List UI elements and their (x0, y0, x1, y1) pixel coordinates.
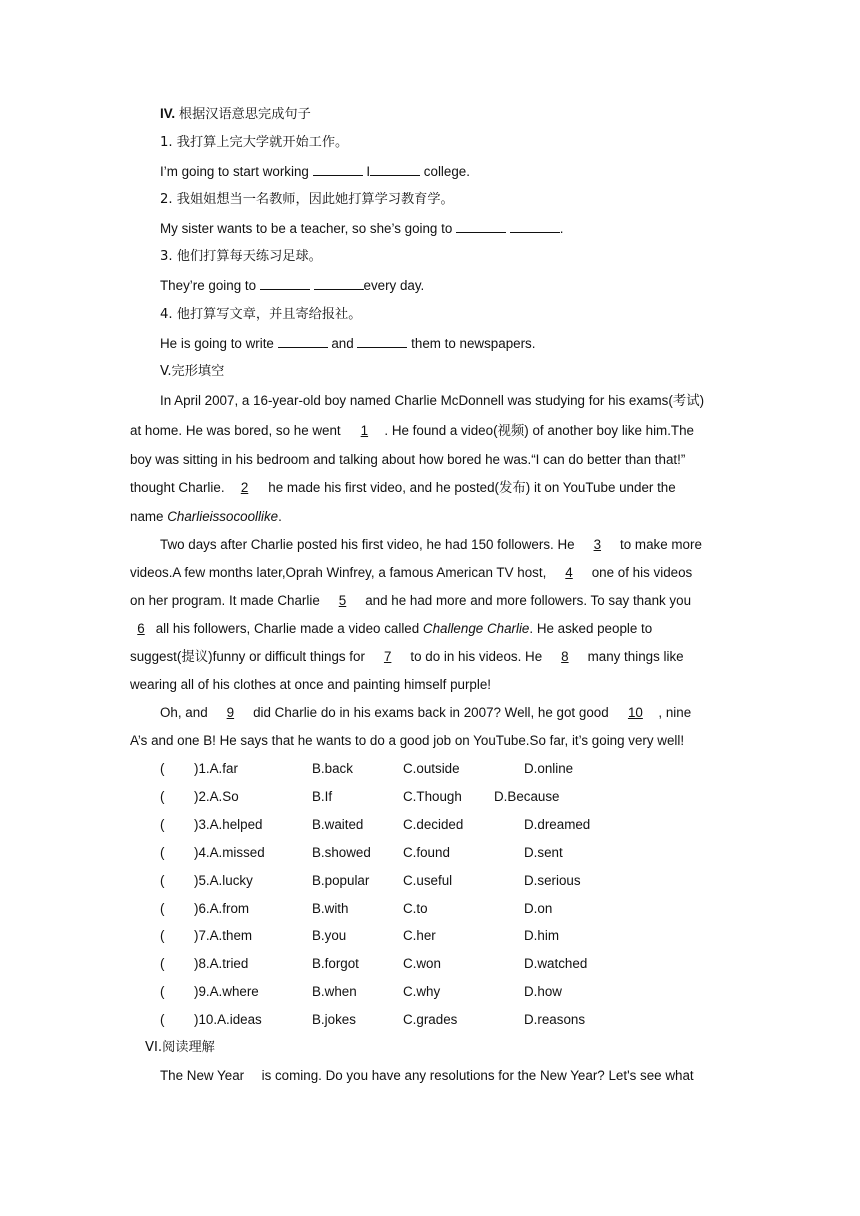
passage-line: Two days after Charlie posted his first video, he had 150 followers. He 3 to make more (160, 537, 702, 552)
passage-line: videos.A few months later,Oprah Winfrey, a famous American TV host, 4 one of his videos (130, 565, 693, 580)
option-c: C.won (403, 956, 441, 972)
option-close: )9.A.where (194, 984, 259, 1000)
option-d: D.him (524, 928, 559, 944)
answer-bracket[interactable]: ( (160, 788, 165, 804)
passage-line: thought Charlie. 2 he made his first video, and he posted(发布) it on YouTube under the (130, 480, 676, 495)
answer-blank[interactable] (314, 277, 364, 290)
option-b: B.If (312, 788, 333, 804)
answer-bracket[interactable]: ( (160, 816, 165, 832)
passage-line: Oh, and 9 did Charlie do in his exams back in 2007? Well, he got good 10 , nine (160, 705, 692, 720)
option-c: C.decided (403, 816, 464, 832)
cloze-blank[interactable]: 8 (561, 649, 569, 664)
passage-line: In April 2007, a 16-year-old boy named Charlie McDonnell was studying for his exams(考试) (160, 393, 705, 408)
option-c: C.her (403, 928, 436, 944)
option-close: )3.A.helped (194, 816, 263, 832)
cloze-blank[interactable]: 10 (627, 705, 643, 720)
cloze-blank[interactable]: 7 (383, 649, 392, 664)
option-d: D.watched (524, 956, 588, 972)
option-close: )4.A.missed (194, 844, 265, 860)
option-b: B.showed (312, 844, 371, 860)
option-c: C.outside (403, 761, 460, 776)
option-c: C.Though (403, 788, 462, 804)
cloze-blank[interactable]: 1 (360, 423, 369, 438)
passage-line: A’s and one B! He says that he wants to do a good job on YouTube.So far, it’s going very well! (130, 733, 685, 748)
option-close: )10.A.ideas (194, 1012, 262, 1028)
answer-blank[interactable] (456, 220, 506, 233)
option-b: B.with (312, 900, 349, 916)
item3-english: They’re going to every day. (160, 278, 425, 293)
answer-blank[interactable] (278, 335, 328, 348)
passage-line: 6 all his followers, Charlie made a video called Challenge Charlie. He asked people to (130, 620, 652, 638)
answer-bracket[interactable]: ( (160, 928, 165, 944)
option-b: B.forgot (312, 956, 359, 972)
option-d: D.on (524, 900, 553, 916)
section-vi-title: VI.阅读理解 (145, 1040, 215, 1055)
answer-blank[interactable] (357, 335, 407, 348)
answer-bracket[interactable]: ( (160, 900, 165, 916)
option-d: D.Because (494, 788, 560, 804)
item4-english: He is going to write and them to newspapers. (160, 336, 536, 351)
cloze-blank[interactable]: 6 (137, 621, 145, 636)
cloze-blank[interactable]: 9 (226, 705, 235, 720)
option-close: )6.A.from (194, 900, 250, 916)
passage-line: wearing all of his clothes at once and painting himself purple! (130, 677, 492, 692)
item2-english: My sister wants to be a teacher, so she’s going to . (160, 221, 564, 236)
option-b: B.when (312, 984, 357, 1000)
option-d: D.serious (524, 872, 581, 888)
option-b: B.you (312, 928, 347, 944)
option-close: )2.A.So (194, 788, 239, 804)
option-d: D.reasons (524, 1012, 586, 1028)
item2-chinese: 2. 我姐姐想当一名教师，因此她打算学习教育学。 (160, 192, 454, 207)
answer-bracket[interactable]: ( (160, 872, 165, 888)
answer-blank[interactable] (370, 163, 420, 176)
cloze-blank[interactable]: 5 (338, 593, 347, 608)
passage-line: at home. He was bored, so he went 1 . He found a video(视频) of another boy like him.The (130, 423, 695, 438)
option-d: D.how (524, 984, 562, 1000)
option-c: C.grades (403, 1012, 458, 1028)
section-iv-title: IV. 根据汉语意思完成句子 (160, 106, 311, 122)
option-b: B.back (312, 761, 353, 776)
item3-chinese: 3. 他们打算每天练习足球。 (160, 249, 322, 264)
option-b: B.jokes (312, 1012, 356, 1028)
answer-blank[interactable] (260, 277, 310, 290)
passage-line: suggest(提议)funny or difficult things for 7 to do in his videos. He 8 many things like (130, 649, 684, 664)
answer-bracket[interactable]: ( (160, 1012, 165, 1028)
answer-blank[interactable] (510, 220, 560, 233)
passage-line: boy was sitting in his bedroom and talking about how bored he was.“I can do better than that!” (130, 452, 686, 467)
option-c: C.to (403, 900, 428, 916)
option-close: )1.A.far (194, 761, 238, 776)
option-c: C.useful (403, 872, 453, 888)
option-d: D.dreamed (524, 816, 591, 832)
option-c: C.why (403, 984, 441, 1000)
item1-chinese: 1. 我打算上完大学就开始工作。 (160, 135, 349, 150)
passage-line: name Charlieissocoollike. (130, 509, 282, 524)
option-close: )5.A.lucky (194, 872, 253, 888)
answer-bracket[interactable]: ( (160, 844, 165, 860)
passage-line: on her program. It made Charlie 5 and he had more and more followers. To say thank you (130, 593, 692, 608)
answer-blank[interactable] (313, 163, 363, 176)
cloze-blank[interactable]: 4 (565, 565, 573, 580)
option-b: B.popular (312, 872, 370, 888)
option-d: D.online (524, 761, 574, 776)
option-b: B.waited (312, 816, 364, 832)
cloze-blank[interactable]: 3 (593, 537, 602, 552)
item4-chinese: 4. 他打算写文章，并且寄给报社。 (160, 307, 362, 322)
answer-bracket[interactable]: ( (160, 761, 165, 776)
option-d: D.sent (524, 844, 563, 860)
option-c: C.found (403, 844, 450, 860)
item1-english: I’m going to start working I college. (160, 164, 470, 179)
answer-bracket[interactable]: ( (160, 956, 165, 972)
option-close: )7.A.them (194, 928, 253, 944)
passage-line: The New Year is coming. Do you have any resolutions for the New Year? Let's see what (160, 1068, 694, 1083)
cloze-blank[interactable]: 2 (240, 480, 249, 495)
option-close: )8.A.tried (194, 956, 249, 972)
answer-bracket[interactable]: ( (160, 984, 165, 1000)
section-v-title: V.完形填空 (160, 364, 225, 379)
